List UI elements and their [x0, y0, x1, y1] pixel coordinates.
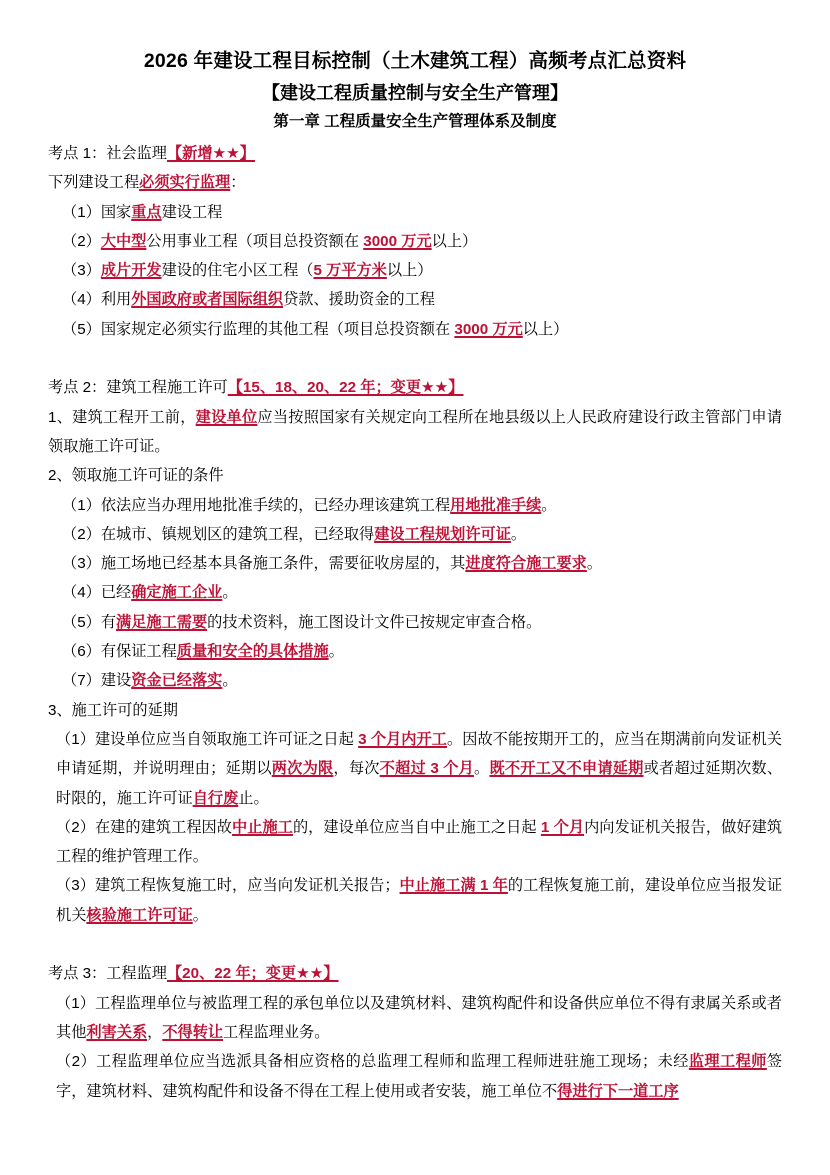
body-text: 有保证工程 [100, 643, 177, 661]
body-text: 建设 [100, 672, 132, 690]
list-item [48, 637, 782, 666]
list-item-number: （4） [62, 584, 101, 602]
page-title: 2026 年建设工程目标控制（土木建筑工程）高频考点汇总资料 [143, 50, 687, 72]
list-item-number: （2） [62, 232, 101, 250]
highlighted-text: 确定施工企业 [131, 584, 223, 602]
body-text: ， [147, 1023, 163, 1041]
list-item-number: （5） [62, 320, 101, 338]
body-text: 以上） [386, 262, 433, 280]
highlighted-text: 中止施工满 1 年 [399, 877, 508, 895]
body-text: 内向发证机关报告，做好建筑工程的维护管理工作。 [56, 818, 783, 866]
body-text: 。 [328, 643, 344, 661]
body-text: 工程监理单位与被监理工程的承包单位以及建筑材料、建筑构配件和设备供应单位不得有隶属关系或者其他 [56, 994, 782, 1041]
highlighted-text: 中止施工 [232, 818, 293, 836]
list-item-number: （7） [62, 672, 101, 690]
body-text: 以上） [522, 320, 569, 338]
section-heading [48, 139, 782, 168]
highlighted-text: 1 个月 [540, 818, 585, 836]
highlighted-text: 外国政府或者国际组织 [131, 291, 284, 309]
list-item [48, 198, 782, 227]
highlighted-text: 得进行下一道工序 [557, 1082, 679, 1100]
paragraph-number: 2、领取施工许可证的条件 [48, 467, 224, 485]
body-text: 的工程恢复施工前，建设单位应当报发证机关 [56, 877, 783, 924]
body-text: 。因故不能按期开工的，应当在期满前向发证机关申请延期，并说明理由；延期以 [56, 730, 782, 778]
body-text: 建设单位应当自领取施工许可证之日起 [94, 730, 359, 748]
numbered-paragraph [48, 403, 782, 462]
list-item [48, 608, 782, 637]
body-text: 止。 [238, 789, 269, 807]
highlighted-text: 满足施工需要 [116, 613, 208, 631]
list-item [48, 256, 782, 285]
body-text: 利用 [100, 291, 132, 309]
body-text: 签字，建筑材料、建筑构配件和设备不得在工程上使用或者安装，施工单位不 [56, 1053, 783, 1100]
list-item-number: （3） [62, 555, 101, 573]
body-text: 。 [474, 760, 490, 778]
highlighted-text: 3000 万元 [363, 232, 432, 250]
list-item-number: （2） [56, 1053, 97, 1071]
body-text: 施工场地已经基本具备施工条件，需要征收房屋的，其 [100, 555, 466, 573]
body-text: 的，建设单位应当自中止施工之日起 [292, 818, 541, 836]
body-text: 建筑工程恢复施工时，应当向发证机关报告； [94, 877, 400, 895]
list-item-number: （4） [62, 291, 101, 309]
highlighted-text: 用地批准手续 [450, 496, 542, 514]
body-text: 的技术资料，施工图设计文件已按规定审查合格。 [207, 613, 542, 631]
body-text: 有 [100, 613, 117, 631]
numbered-paragraph [48, 461, 782, 490]
body-text: 。 [192, 906, 208, 924]
body-text: ： [230, 174, 246, 192]
document-body [48, 139, 782, 1106]
section-heading-tag: 【15、18、20、22 年；变更★★】 [227, 379, 464, 397]
highlighted-text: 资金已经落实 [131, 672, 223, 690]
section-heading-tag: 【新增★★】 [166, 145, 255, 162]
list-item [48, 578, 782, 607]
body-text: 依法应当办理用地批准手续的，已经办理该建筑工程 [100, 496, 451, 514]
body-text: 公用事业工程（项目总投资额在 [146, 232, 364, 250]
list-item-number: （5） [62, 613, 101, 631]
list-item-number: （2） [62, 525, 101, 543]
list-item [48, 520, 782, 549]
highlighted-text: 重点 [131, 203, 162, 221]
list-item [48, 491, 782, 520]
list-item [48, 1047, 782, 1106]
highlighted-text: 3 个月内开工 [358, 730, 447, 748]
list-item-number: （3） [56, 877, 95, 895]
section-gap [48, 344, 782, 373]
body-text: ，每次 [333, 760, 380, 778]
paragraph-number: 1、 [48, 408, 73, 426]
section-heading [48, 373, 782, 402]
body-text: 。 [222, 584, 238, 602]
body-text: 在城市、镇规划区的建筑工程，已经取得 [100, 525, 375, 543]
list-item [48, 725, 782, 813]
highlighted-text: 大中型 [100, 232, 147, 250]
highlighted-text: 自行废 [192, 789, 239, 807]
highlighted-text: 建设工程规划许可证 [374, 525, 511, 543]
highlighted-text: 两次为限 [271, 760, 334, 778]
body-text: 建设工程 [161, 203, 223, 221]
highlighted-text: 不超过 3 个月 [379, 760, 475, 778]
body-text: 工程监理业务。 [223, 1023, 330, 1041]
document-subtitle: 【建设工程质量控制与安全生产管理】 [262, 83, 568, 103]
list-item [48, 813, 782, 872]
body-text: 已经 [100, 584, 132, 602]
body-text: 工程监理单位应当选派具备相应资格的总监理工程师和监理工程师进驻施工现场；未经 [96, 1053, 689, 1071]
body-text: 建设的住宅小区工程（ [161, 262, 314, 280]
section-heading-tag: 【20、22 年；变更★★】 [166, 965, 339, 983]
section-heading [48, 959, 782, 988]
body-text: 国家规定必须实行监理的其他工程（项目总投资额在 [100, 320, 455, 338]
highlighted-text: 成片开发 [100, 262, 162, 280]
list-item-number: （1） [62, 203, 101, 221]
chapter-title: 第一章 工程质量安全生产管理体系及制度 [273, 113, 557, 130]
list-item-number: （3） [62, 262, 101, 280]
body-text: 。 [586, 555, 603, 573]
body-text: 。 [510, 525, 527, 543]
list-item-number: （2） [56, 818, 95, 836]
body-text: 以上） [431, 232, 478, 250]
body-text: 国家 [100, 203, 132, 221]
body-text: 。 [541, 496, 557, 514]
body-text: 贷款、援助资金的工程 [283, 291, 435, 309]
body-text: 应当按照国家有关规定向工程所在地县级以上人民政府建设行政主管部门申请领取施工许可证。 [48, 408, 783, 455]
highlighted-text: 利害关系 [86, 1023, 148, 1041]
list-item-number: （6） [62, 643, 101, 661]
body-text: 或者超过延期次数、时限的，施工许可证 [56, 760, 783, 807]
highlighted-text: 质量和安全的具体措施 [176, 643, 329, 661]
list-item [48, 989, 782, 1048]
section-heading-label: 考点 1：社会监理 [48, 145, 167, 162]
highlighted-text: 进度符合施工要求 [465, 555, 587, 573]
highlighted-text: 监理工程师 [688, 1053, 767, 1071]
section-heading-label: 考点 2：建筑工程施工许可 [48, 379, 228, 397]
lead-paragraph [48, 168, 782, 197]
list-item [48, 871, 782, 930]
highlighted-text: 不得转让 [162, 1023, 224, 1041]
numbered-paragraph [48, 696, 782, 725]
list-item [48, 549, 782, 578]
body-text: 。 [222, 672, 238, 690]
section-heading-label: 考点 3：工程监理 [48, 965, 167, 983]
list-item-number: （1） [56, 994, 96, 1012]
highlighted-text: 必须实行监理 [139, 174, 231, 192]
list-item-number: （1） [56, 730, 95, 748]
highlighted-text: 3000 万元 [454, 320, 523, 338]
highlighted-text: 5 万平方米 [313, 262, 387, 280]
section-gap [48, 930, 782, 959]
list-item [48, 227, 782, 256]
list-item [48, 285, 782, 314]
body-text: 下列建设工程 [48, 174, 140, 192]
list-item-number: （1） [62, 496, 101, 514]
list-item [48, 666, 782, 695]
paragraph-number: 3、施工许可的延期 [48, 701, 178, 719]
highlighted-text: 建设单位 [195, 408, 258, 426]
body-text: 在建的建筑工程因故 [94, 818, 233, 836]
highlighted-text: 既不开工又不申请延期 [489, 760, 644, 778]
list-item [48, 315, 782, 344]
body-text: 建筑工程开工前， [72, 408, 196, 426]
highlighted-text: 核验施工许可证 [86, 906, 193, 924]
